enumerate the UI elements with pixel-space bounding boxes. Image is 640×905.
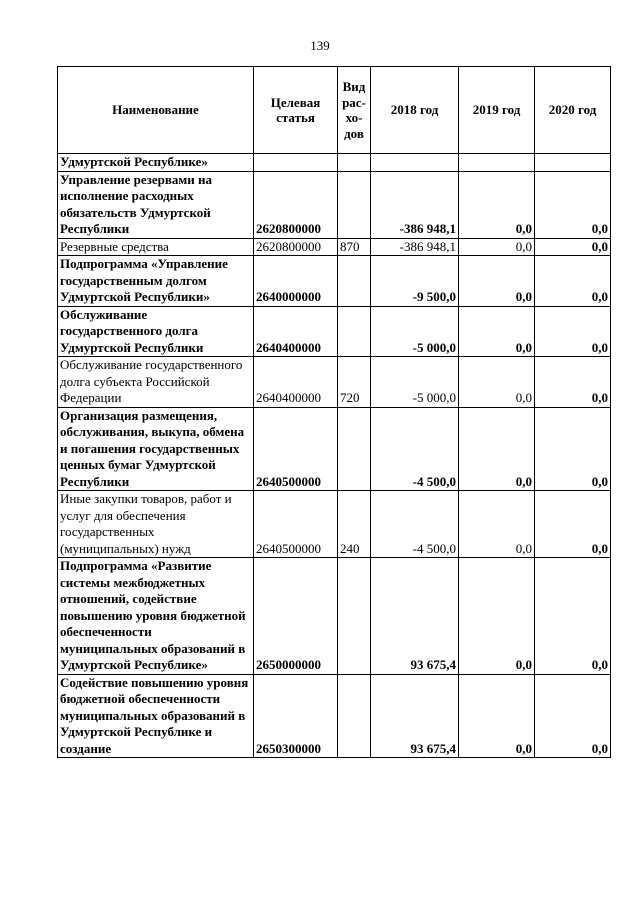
row-2019: 0,0 xyxy=(459,491,535,558)
row-2019: 0,0 xyxy=(459,407,535,491)
header-name: Наименование xyxy=(58,67,254,154)
table-row xyxy=(58,407,611,491)
row-2018: -9 500,0 xyxy=(371,256,459,307)
row-2020: 0,0 xyxy=(535,357,611,408)
table-row xyxy=(58,491,611,558)
row-expense-type xyxy=(338,154,371,172)
page-number: 139 xyxy=(310,38,330,53)
row-2020: 0,0 xyxy=(535,558,611,675)
row-target-article xyxy=(254,154,338,172)
row-2019: 0,0 xyxy=(459,558,535,675)
table-row xyxy=(58,558,611,675)
row-2019: 0,0 xyxy=(459,306,535,357)
row-expense-type xyxy=(338,256,371,307)
row-name: Обслуживание государственного долга Удмуртской Республики xyxy=(58,306,254,357)
budget-table xyxy=(57,66,611,758)
row-expense-type: 240 xyxy=(338,491,371,558)
table-row xyxy=(58,357,611,408)
row-2020: 0,0 xyxy=(535,491,611,558)
row-name: Подпрограмма «Развитие системы межбюджетных отношений, содействие повышению уровня бюджетной обеспеченности муниципальных образований в Удмуртской Республике» xyxy=(58,558,254,675)
header-expense-type: Вид рас- хо- дов xyxy=(338,67,371,154)
row-name: Резервные средства xyxy=(58,238,254,256)
row-2020: 0,0 xyxy=(535,674,611,758)
row-target-article: 2640000000 xyxy=(254,256,338,307)
row-2019: 0,0 xyxy=(459,674,535,758)
row-target-article: 2640500000 xyxy=(254,407,338,491)
table-row xyxy=(58,306,611,357)
row-2018: 93 675,4 xyxy=(371,558,459,675)
row-name: Организация размещения, обслуживания, выкупа, обмена и погашения государственных ценных бумаг Удмуртской Республики xyxy=(58,407,254,491)
row-name: Содействие повышению уровня бюджетной обеспеченности муниципальных образований в Удмуртской Республике и создание xyxy=(58,674,254,758)
header-2020: 2020 год xyxy=(535,67,611,154)
row-2020 xyxy=(535,154,611,172)
row-2020: 0,0 xyxy=(535,407,611,491)
row-name: Иные закупки товаров, работ и услуг для обеспечения государственных (муниципальных) нужд xyxy=(58,491,254,558)
row-target-article: 2640400000 xyxy=(254,357,338,408)
row-target-article: 2650300000 xyxy=(254,674,338,758)
row-expense-type: 870 xyxy=(338,238,371,256)
header-2018: 2018 год xyxy=(371,67,459,154)
row-2018 xyxy=(371,154,459,172)
row-expense-type xyxy=(338,306,371,357)
row-2018: -5 000,0 xyxy=(371,306,459,357)
row-name: Подпрограмма «Управление государственным долгом Удмуртской Республики» xyxy=(58,256,254,307)
row-2019: 0,0 xyxy=(459,256,535,307)
row-2019: 0,0 xyxy=(459,238,535,256)
row-2020: 0,0 xyxy=(535,171,611,238)
row-name: Удмуртской Республике» xyxy=(58,154,254,172)
row-2019: 0,0 xyxy=(459,357,535,408)
row-target-article: 2640500000 xyxy=(254,491,338,558)
row-target-article: 2640400000 xyxy=(254,306,338,357)
row-2018: -4 500,0 xyxy=(371,407,459,491)
row-2019: 0,0 xyxy=(459,171,535,238)
table-row xyxy=(58,674,611,758)
row-expense-type: 720 xyxy=(338,357,371,408)
header-2019: 2019 год xyxy=(459,67,535,154)
row-2020: 0,0 xyxy=(535,238,611,256)
row-expense-type xyxy=(338,407,371,491)
row-2018: -386 948,1 xyxy=(371,171,459,238)
row-2018: -4 500,0 xyxy=(371,491,459,558)
table-row xyxy=(58,256,611,307)
row-target-article: 2620800000 xyxy=(254,171,338,238)
row-name: Управление резервами на исполнение расходных обязательств Удмуртской Республики xyxy=(58,171,254,238)
row-name: Обслуживание государственного долга субъекта Российской Федерации xyxy=(58,357,254,408)
table-row xyxy=(58,154,611,172)
row-2020: 0,0 xyxy=(535,256,611,307)
row-target-article: 2650000000 xyxy=(254,558,338,675)
table-row xyxy=(58,171,611,238)
row-expense-type xyxy=(338,674,371,758)
row-2019 xyxy=(459,154,535,172)
row-2018: 93 675,4 xyxy=(371,674,459,758)
row-target-article: 2620800000 xyxy=(254,238,338,256)
row-2020: 0,0 xyxy=(535,306,611,357)
row-expense-type xyxy=(338,558,371,675)
row-2018: -5 000,0 xyxy=(371,357,459,408)
row-2018: -386 948,1 xyxy=(371,238,459,256)
header-code: Целевая статья xyxy=(254,67,338,154)
row-expense-type xyxy=(338,171,371,238)
table-row xyxy=(58,238,611,256)
table-header-row xyxy=(58,67,611,154)
